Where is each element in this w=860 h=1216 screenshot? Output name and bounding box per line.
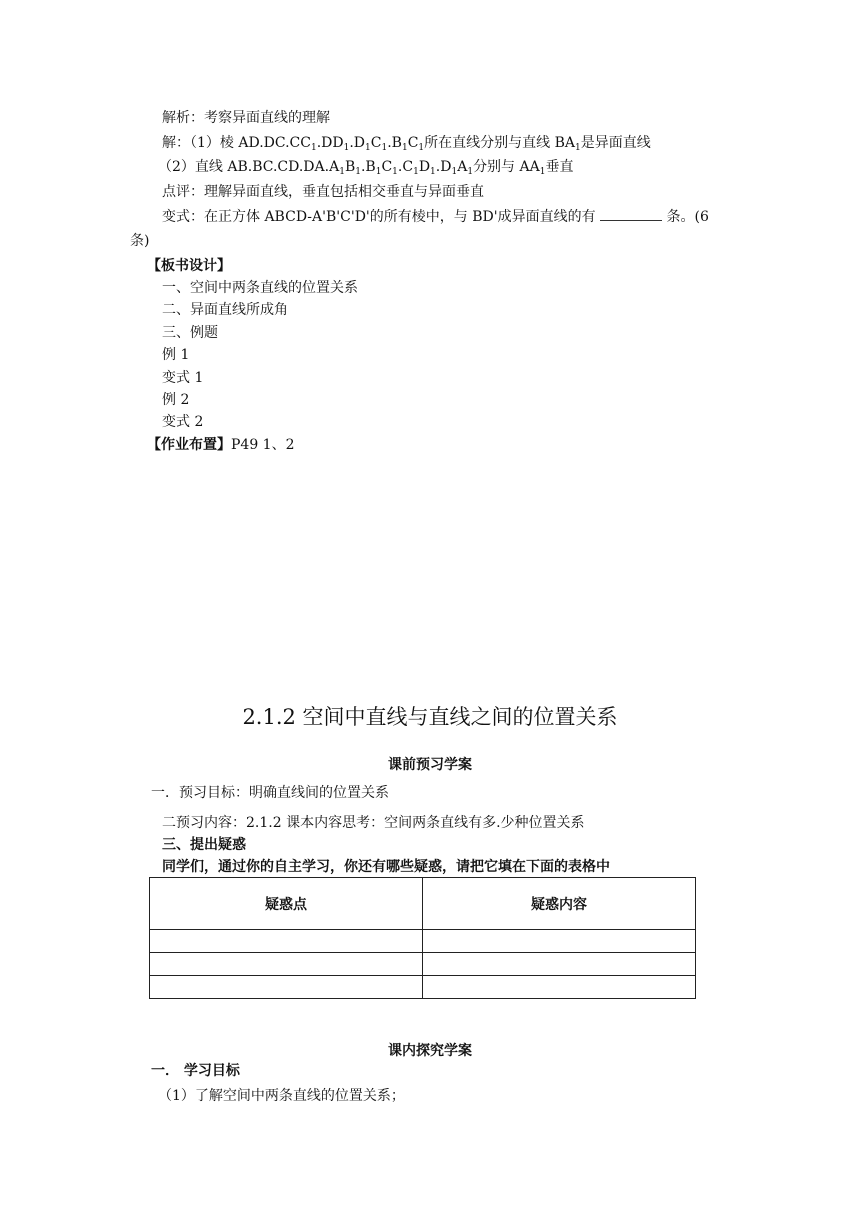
board-heading: 【板书设计】: [147, 258, 231, 274]
subscript: 1: [375, 167, 382, 177]
table-header-cell: 疑惑点: [150, 878, 423, 930]
homework-heading: 【作业布置】: [147, 437, 231, 453]
preview-heading: 课前预习学案: [388, 757, 472, 773]
board-item: 例 2: [162, 392, 190, 408]
subscript: 1: [539, 167, 546, 177]
table-cell[interactable]: [423, 930, 696, 953]
table-row: [150, 930, 696, 953]
board-item: 二、异面直线所成角: [162, 302, 288, 318]
doubt-heading: 三、提出疑惑: [162, 837, 246, 853]
solution-text: A: [457, 159, 468, 175]
solution-text: C: [381, 159, 393, 175]
subscript: 1: [467, 167, 474, 177]
table-cell[interactable]: [423, 953, 696, 976]
board-item: 三、例题: [162, 325, 218, 341]
solution-text: 所在直线分别与直线 BA: [424, 135, 576, 151]
subscript: 1: [401, 143, 408, 153]
solution-text: 垂直: [545, 159, 574, 175]
subscript: 1: [392, 167, 398, 177]
board-item: 例 1: [162, 347, 190, 363]
preview-goal: 一．预习目标：明确直线间的位置关系: [151, 785, 389, 801]
solution-text: 解：（1）棱 AD.DC.CC: [162, 135, 311, 151]
subscript: 1: [310, 143, 317, 153]
comment-line: 点评：理解异面直线，垂直包括相交垂直与异面垂直: [162, 184, 484, 200]
table-cell[interactable]: [423, 976, 696, 999]
table-cell[interactable]: [150, 953, 423, 976]
board-item: 变式 1: [162, 370, 204, 386]
variant-line-cont: 条): [130, 233, 150, 249]
board-item: 一、空间中两条直线的位置关系: [162, 280, 358, 296]
variant-text: 条。(6: [666, 209, 709, 225]
table-cell[interactable]: [150, 976, 423, 999]
solution-line: [162, 134, 651, 152]
answer-blank[interactable]: [600, 208, 662, 221]
table-header-row: [150, 878, 696, 930]
subscript: 1: [575, 143, 581, 153]
doubt-prompt: 同学们，通过你的自主学习，你还有哪些疑惑，请把它填在下面的表格中: [162, 859, 610, 875]
table-cell[interactable]: [150, 930, 423, 953]
solution-text: .D: [435, 159, 452, 175]
subscript: 1: [413, 167, 419, 177]
subscript: 1: [381, 143, 388, 153]
section-title: 2.1.2 空间中直线与直线之间的位置关系: [242, 705, 618, 729]
variant-text: 变式：在正方体 ABCD-A'B'C'D'的所有棱中，与 BD'成异面直线的有: [162, 209, 596, 225]
subscript: 1: [355, 167, 361, 177]
solution-text: 分别与 AA: [473, 159, 540, 175]
solution-text: .DD: [316, 135, 344, 151]
subscript: 1: [430, 167, 436, 177]
variant-line: [162, 208, 709, 226]
analysis-line: 解析：考察异面直线的理解: [162, 110, 330, 126]
solution-line-2: [158, 158, 573, 176]
table-row: [150, 976, 696, 999]
solution-text: C: [370, 135, 382, 151]
homework-text: P49 1、2: [231, 437, 295, 453]
homework-line: [147, 436, 295, 454]
subscript: 1: [365, 143, 371, 153]
objective-heading: 一． 学习目标: [151, 1063, 240, 1079]
preview-content: 二预习内容：2.1.2 课本内容思考：空间两条直线有多.少种位置关系: [162, 815, 585, 831]
solution-text: （2）直线 AB.BC.CD.DA.A: [158, 159, 340, 175]
solution-text: 是异面直线: [580, 135, 651, 151]
subscript: 1: [343, 143, 350, 153]
solution-text: .C: [397, 159, 414, 175]
inclass-heading: 课内探究学案: [388, 1043, 472, 1059]
solution-text: .B: [387, 135, 402, 151]
solution-text: .D: [349, 135, 366, 151]
solution-text: C: [407, 135, 419, 151]
table-row: [150, 953, 696, 976]
doubt-table: [149, 877, 696, 999]
subscript: 1: [451, 167, 458, 177]
table-header-cell: 疑惑内容: [423, 878, 696, 930]
subscript: 1: [418, 143, 425, 153]
board-item: 变式 2: [162, 414, 204, 430]
objective-item: （1）了解空间中两条直线的位置关系；: [158, 1088, 405, 1104]
solution-text: .B: [360, 159, 376, 175]
solution-text: B: [344, 159, 356, 175]
solution-text: D: [418, 159, 431, 175]
subscript: 1: [339, 167, 345, 177]
